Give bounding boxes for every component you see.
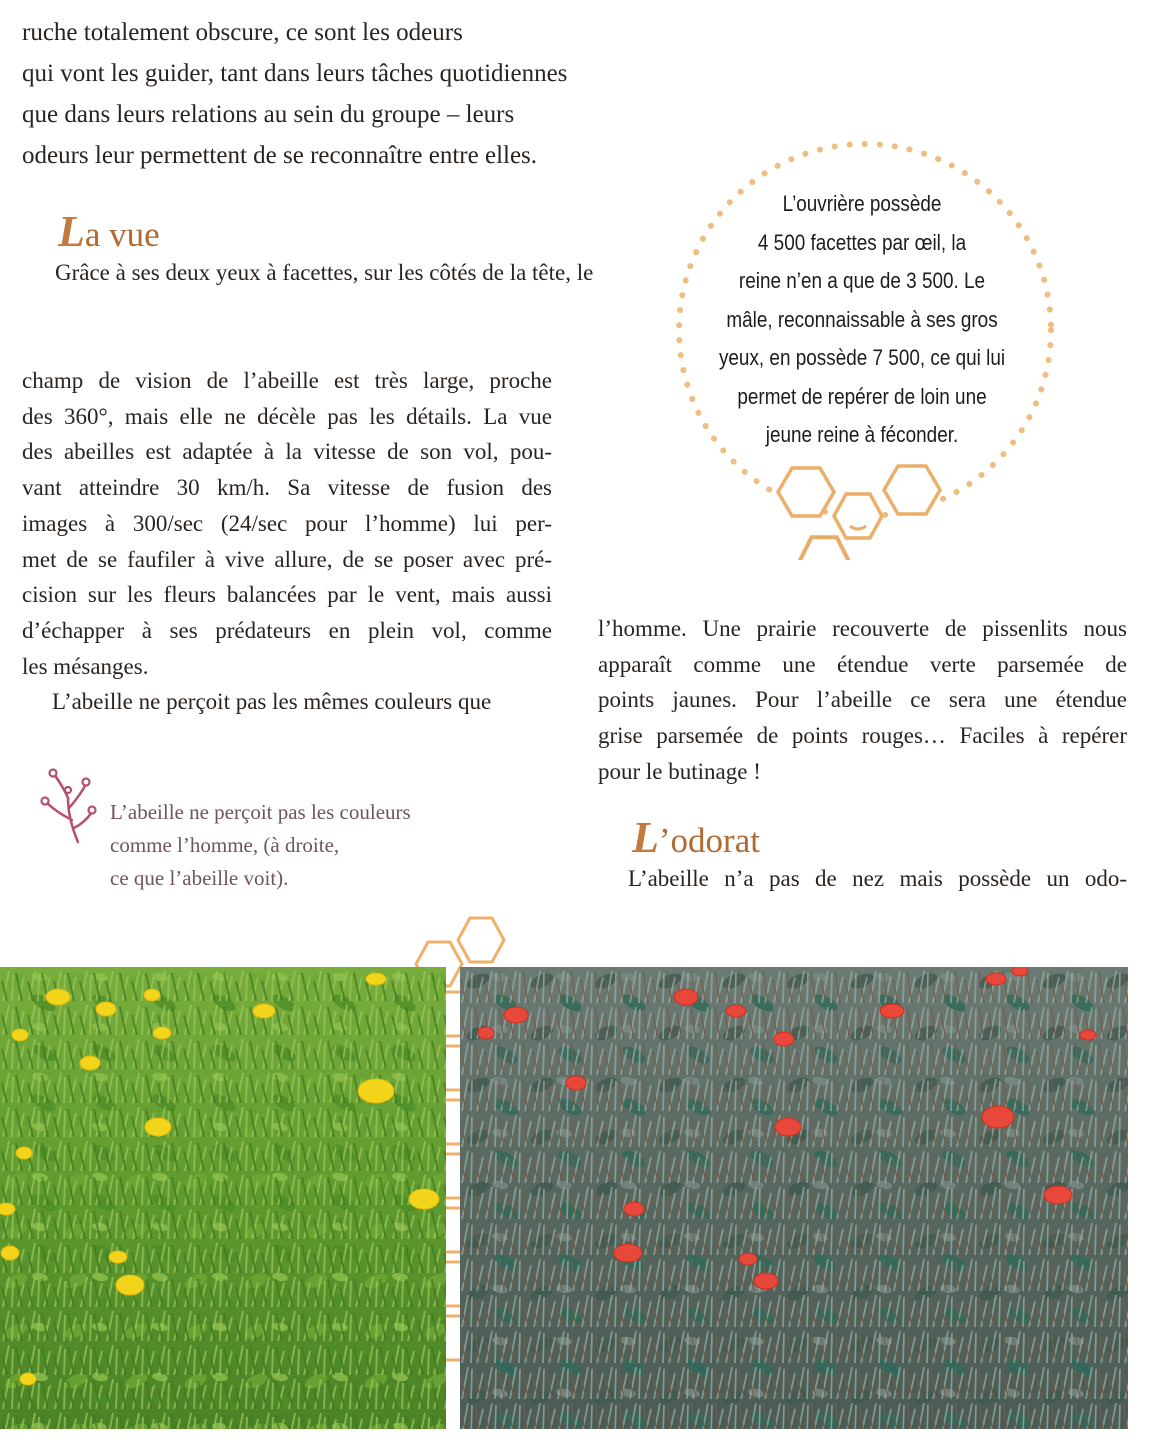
intro-paragraph <box>22 12 567 176</box>
bubble-line: jeune reine à féconder. <box>765 422 959 447</box>
bubble-line: permet de repérer de loin une <box>737 383 987 409</box>
heading-initial: L <box>58 207 85 256</box>
meadow-human-vision-photo <box>0 967 446 1429</box>
body-line: champ de vision de l’abeille est très large, proche <box>22 368 552 393</box>
body-line: cision sur les fleurs balancées par le vent, mais aussi <box>22 582 552 608</box>
body-line: des abeilles est adaptée à la vitesse de son vol, pou- <box>22 439 552 465</box>
fact-bubble-text <box>699 185 1026 455</box>
body-line: l’homme. Une prairie recouverte de pissenlits nous <box>598 616 1127 641</box>
vue-intro-line: Grâce à ses deux yeux à facettes, sur les côtés de la tête, le <box>55 260 594 285</box>
meadow-bee-vision-photo <box>460 967 1128 1429</box>
intro-line: que dans leurs relations au sein du groupe – leurs <box>22 101 515 128</box>
body-line: grise parsemée de points rouges… Faciles à repérer <box>598 723 1127 749</box>
caption-line: L’abeille ne perçoit pas les couleurs <box>110 800 411 824</box>
intro-line: ruche totalement obscure, ce sont les odeurs <box>22 19 463 46</box>
heading-rest: ’odorat <box>658 821 760 860</box>
heading-initial: L <box>632 813 659 862</box>
body-line: L’abeille ne perçoit pas les mêmes couleurs que <box>52 689 492 715</box>
bubble-line: yeux, en possède 7 500, ce qui lui <box>718 345 1006 370</box>
body-line: vant atteindre 30 km/h. Sa vitesse de fusion des <box>22 475 552 501</box>
body-line: d’échapper à ses prédateurs en plein vol, comme <box>22 617 552 643</box>
vue-body-left <box>22 363 552 720</box>
berry-branch-icon <box>38 768 98 848</box>
bubble-line: L’ouvrière possède <box>782 191 942 216</box>
photo-caption <box>110 796 411 895</box>
heading-rest: a vue <box>84 215 160 254</box>
heading-odorat <box>632 812 760 863</box>
bubble-line: mâle, reconnaissable à ses gros <box>726 306 998 332</box>
vue-body-right <box>598 611 1127 790</box>
heading-la-vue <box>58 206 160 257</box>
odorat-first-line: L’abeille n’a pas de nez mais possède un odo- <box>628 866 1127 891</box>
body-line: des 360°, mais elle ne décèle pas les détails. La vue <box>22 403 552 429</box>
caption-line: comme l’homme, (à droite, <box>110 833 340 857</box>
intro-line: qui vont les guider, tant dans leurs tâches quotidiennes <box>22 60 568 87</box>
body-line: images à 300/sec (24/sec pour l’homme) lui per- <box>22 510 552 536</box>
body-line: pour le butinage ! <box>598 758 761 784</box>
body-line: les mésanges. <box>22 653 149 679</box>
body-line: points jaunes. Pour l’abeille ce sera une étendue <box>598 687 1127 713</box>
honeycomb-cluster-icon <box>772 462 952 552</box>
body-line: met de se faufiler à vive allure, de se poser avec pré- <box>22 546 552 572</box>
caption-line: ce que l’abeille voit). <box>110 866 289 890</box>
bubble-line: 4 500 facettes par œil, la <box>757 229 967 255</box>
bubble-line: reine n’en a que de 3 500. Le <box>738 268 986 293</box>
intro-line: odeurs leur permettent de se reconnaître entre elles. <box>22 142 538 169</box>
body-line: apparaît comme une étendue verte parsemée de <box>598 651 1127 677</box>
